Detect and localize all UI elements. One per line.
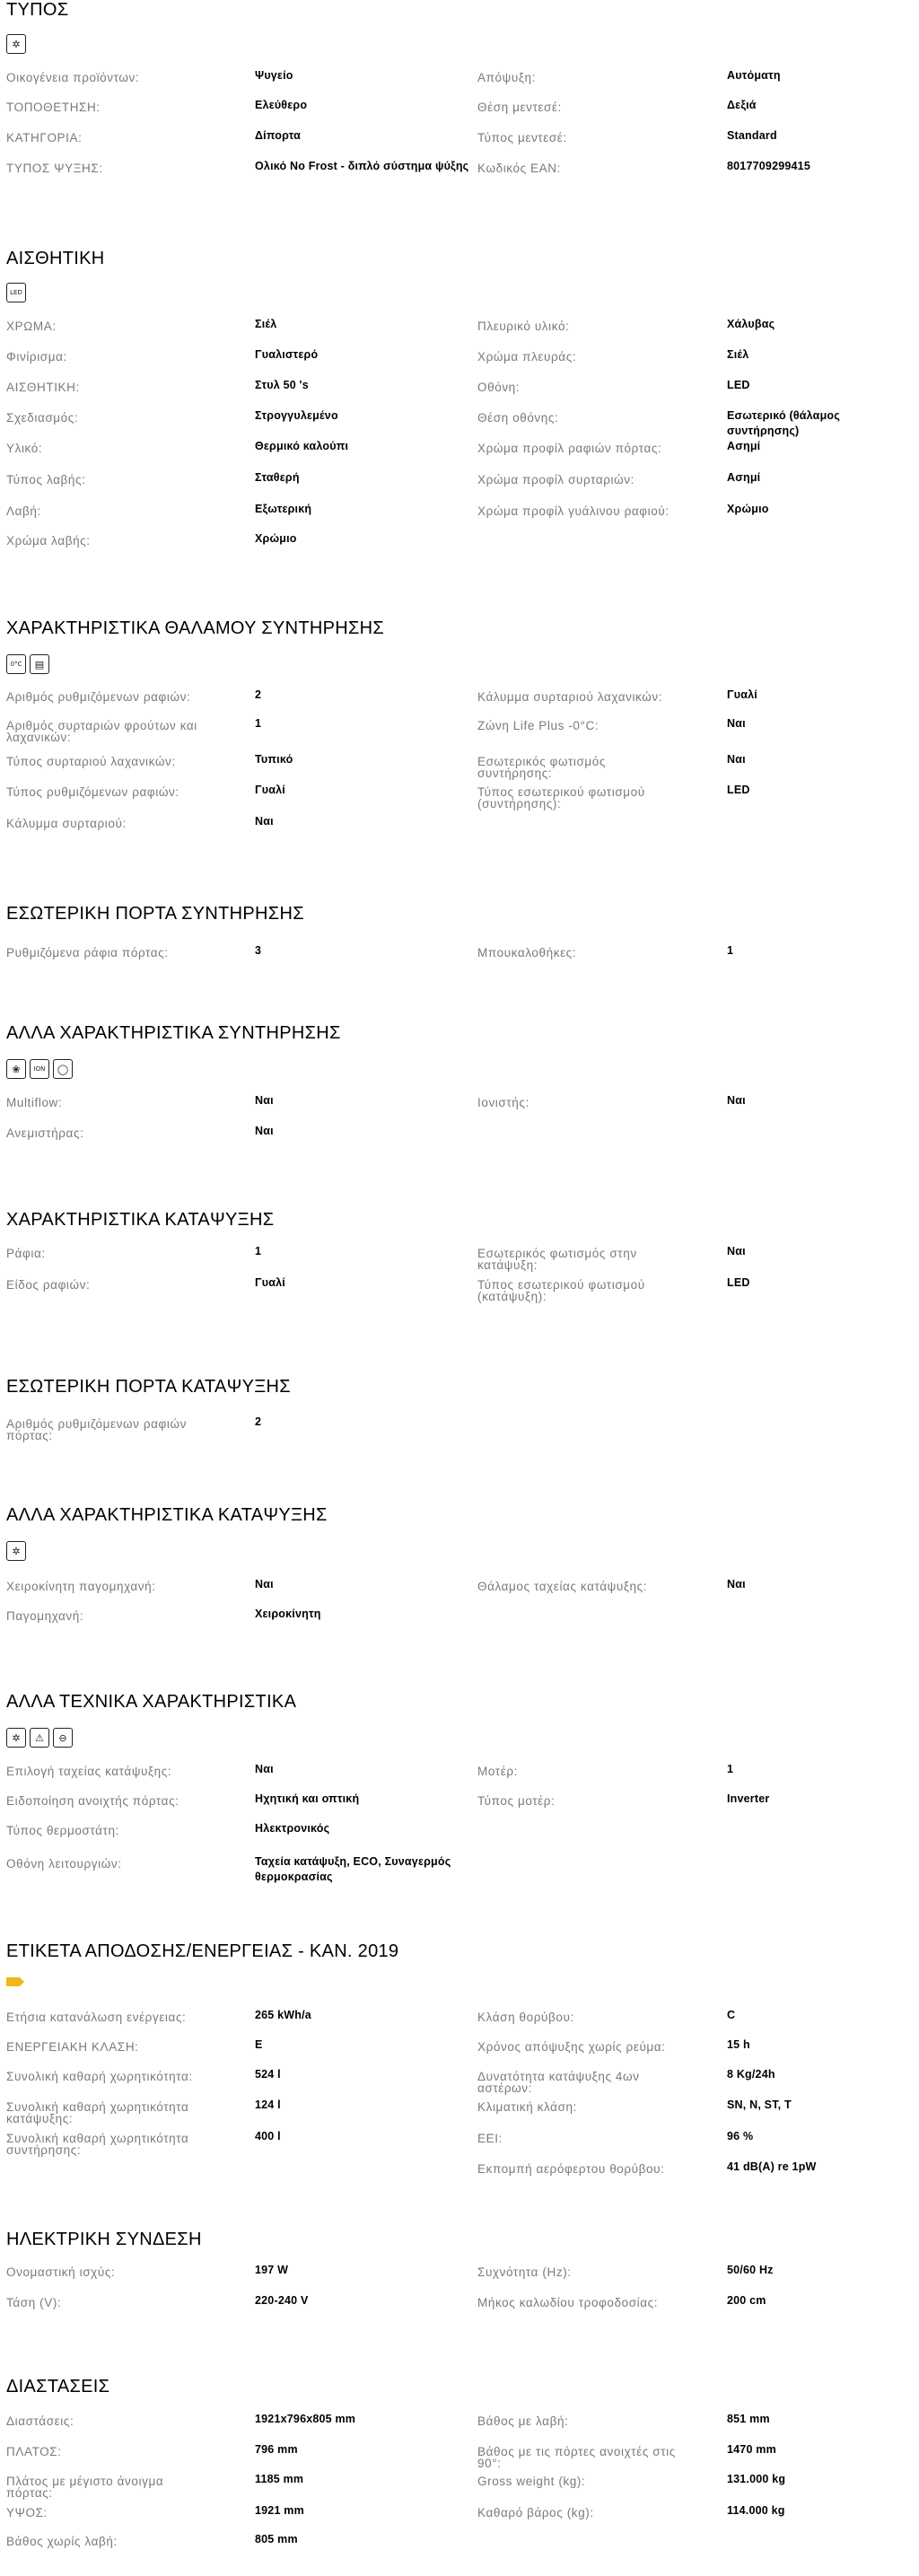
spec-value: Ψυγείο	[255, 69, 293, 82]
spec-label: Υλικό:	[6, 442, 43, 455]
spec-label: Πλευρικό υλικό:	[477, 320, 570, 333]
spec-value: 265 kWh/a	[255, 2009, 311, 2021]
feature-icons	[6, 654, 49, 674]
spec-label: Χρώμα πλευράς:	[477, 350, 577, 364]
spec-label: Απόψυξη:	[477, 71, 536, 84]
spec-label: Καθαρό βάρος (kg):	[477, 2506, 594, 2519]
spec-value: SN, N, ST, T	[727, 2098, 792, 2111]
spec-value: Χρώμιο	[255, 532, 297, 545]
feature-icons	[6, 1977, 24, 1986]
spec-value: Γυαλιστερό	[255, 348, 319, 361]
spec-label: Gross weight (kg):	[477, 2475, 586, 2488]
spec-label: Θέση μεντεσέ:	[477, 101, 562, 114]
spec-value: Ασημί	[727, 471, 761, 484]
spec-label: Τύπος εσωτερικού φωτισμού (συντήρησης):	[477, 785, 645, 810]
section-title: ΧΑΡΑΚΤΗΡΙΣΤΙΚΑ ΘΑΛΑΜΟΥ ΣΥΝΤΗΡΗΣΗΣ	[6, 618, 385, 638]
spec-value: 197 W	[255, 2264, 289, 2276]
door-alarm-icon: ⚠	[30, 1728, 49, 1748]
section-title: ΑΛΛΑ ΧΑΡΑΚΤΗΡΙΣΤΙΚΑ ΚΑΤΑΨΥΞΗΣ	[6, 1505, 328, 1525]
spec-label: Ζώνη Life Plus -0°C:	[477, 719, 600, 732]
spec-value: 1470 mm	[727, 2443, 776, 2456]
spec-value: 2	[255, 1415, 262, 1428]
spec-value: 8 Kg/24h	[727, 2068, 775, 2081]
spec-value: 524 l	[255, 2068, 281, 2081]
spec-value: Τυπικό	[255, 753, 293, 766]
spec-value: Δεξιά	[727, 99, 757, 111]
spec-value: 1	[727, 1763, 734, 1775]
spec-label: Τύπος θερμοστάτη:	[6, 1824, 119, 1837]
section-title: ΔΙΑΣΤΑΣΕΙΣ	[6, 2377, 110, 2396]
spec-value: Ασημί	[727, 440, 761, 452]
spec-label: Αριθμός ρυθμιζόμενων ραφιών:	[6, 690, 191, 704]
spec-value: 1921x796x805 mm	[255, 2413, 356, 2425]
section-title: ΤΥΠΟΣ	[6, 0, 69, 20]
spec-label: Ανεμιστήρας:	[6, 1126, 84, 1140]
spec-label: Επιλογή ταχείας κατάψυξης:	[6, 1765, 172, 1778]
section-title: ΑΛΛΑ ΧΑΡΑΚΤΗΡΙΣΤΙΚΑ ΣΥΝΤΗΡΗΣΗΣ	[6, 1023, 341, 1043]
spec-value: 2	[255, 688, 262, 701]
spec-label: Κάλυμμα συρταριού:	[6, 817, 127, 830]
spec-label: Χρόνος απόψυξης χωρίς ρεύμα:	[477, 2040, 666, 2054]
spec-value: 805 mm	[255, 2533, 298, 2545]
spec-value: 50/60 Hz	[727, 2264, 774, 2276]
spec-value: 200 cm	[727, 2294, 766, 2307]
multiflow-icon: ❀	[6, 1059, 26, 1079]
spec-label: Ονομαστική ισχύς:	[6, 2265, 116, 2279]
spec-value: 131.000 kg	[727, 2473, 786, 2485]
spec-label: Τύπος μοτέρ:	[477, 1794, 556, 1808]
spec-label: Πλάτος με μέγιστο άνοιγμα πόρτας:	[6, 2475, 164, 2500]
spec-label: Ιονιστής:	[477, 1096, 530, 1109]
spec-label: Φινίρισμα:	[6, 350, 67, 364]
energy-label-icon	[6, 1977, 24, 1986]
spec-label: Είδος ραφιών:	[6, 1278, 91, 1292]
spec-value: 41 dB(A) re 1pW	[727, 2160, 817, 2173]
spec-value: Γυαλί	[255, 1276, 285, 1289]
zero-degree-zone-icon: 0°C	[6, 654, 26, 674]
spec-label: Βάθος χωρίς λαβή:	[6, 2535, 118, 2548]
spec-label: ΥΨΟΣ:	[6, 2506, 48, 2519]
spec-value: Στυλ 50 's	[255, 379, 309, 391]
fast-freeze-icon: ✲	[6, 1728, 26, 1748]
spec-label: Σχεδιασμός:	[6, 411, 79, 425]
spec-value: 796 mm	[255, 2443, 298, 2456]
spec-label: Τύπος ρυθμιζόμενων ραφιών:	[6, 785, 179, 799]
spec-label: ΤΥΠΟΣ ΨΥΞΗΣ:	[6, 162, 103, 175]
spec-label: Τύπος συρταριού λαχανικών:	[6, 755, 176, 768]
spec-label: ΠΛΑΤΟΣ:	[6, 2445, 62, 2458]
spec-label: Μήκος καλωδίου τροφοδοσίας:	[477, 2296, 659, 2309]
spec-label: Θάλαμος ταχείας κατάψυξης:	[477, 1580, 648, 1593]
spec-value: Ναι	[727, 717, 746, 730]
spec-value: Ναι	[727, 1245, 746, 1257]
spec-label: Μοτέρ:	[477, 1765, 518, 1778]
spec-value: Standard	[727, 129, 777, 142]
spec-label: EEI:	[477, 2132, 503, 2145]
spec-label: Κλάση θορύβου:	[477, 2011, 574, 2024]
spec-value: 400 l	[255, 2130, 281, 2142]
spec-value: Σιέλ	[727, 348, 749, 361]
spec-label: Ετήσια κατανάλωση ενέργειας:	[6, 2011, 187, 2024]
spec-label: Χειροκίνητη παγομηχανή:	[6, 1580, 156, 1593]
spec-label: Οθόνη λειτουργιών:	[6, 1857, 122, 1871]
spec-value: Ναι	[727, 753, 746, 766]
spec-label: Μπουκαλοθήκες:	[477, 946, 577, 959]
spec-label: Χρώμα προφίλ συρταριών:	[477, 473, 635, 486]
spec-label: Τύπος μεντεσέ:	[477, 131, 567, 145]
section-title: ΗΛΕΚΤΡΙΚΗ ΣΥΝΔΕΣΗ	[6, 2230, 202, 2249]
spec-value: Στρογγυλεμένο	[255, 409, 338, 422]
spec-label: Εκπομπή αερόφερτου θορύβου:	[477, 2162, 665, 2176]
spec-value: Αυτόματη	[727, 69, 781, 82]
spec-value: 1	[727, 944, 734, 957]
spec-value: 3	[255, 944, 262, 957]
spec-value: Ηλεκτρονικός	[255, 1822, 330, 1835]
spec-value: 96 %	[727, 2130, 754, 2142]
spec-label: Βάθος με τις πόρτες ανοιχτές στις 90°:	[477, 2445, 676, 2470]
spec-value: 124 l	[255, 2098, 281, 2111]
spec-value: Ναι	[255, 1578, 274, 1590]
snowflake-star-icon: ✲	[6, 34, 26, 54]
spec-label: Τύπος εσωτερικού φωτισμού (κατάψυξη):	[477, 1278, 645, 1303]
spec-value: Ναι	[727, 1578, 746, 1590]
spec-label: Multiflow:	[6, 1096, 63, 1109]
spec-value: Ναι	[255, 815, 274, 828]
spec-label: Αριθμός ρυθμιζόμενων ραφιών πόρτας:	[6, 1417, 187, 1442]
spec-value: Ελεύθερο	[255, 99, 308, 111]
spec-value: Θερμικό καλούπι	[255, 440, 349, 452]
spec-value: Ταχεία κατάψυξη, ECO, Συναγερμός θερμοκρασίας	[255, 1855, 451, 1883]
section-title: ΧΑΡΑΚΤΗΡΙΣΤΙΚΑ ΚΑΤΑΨΥΞΗΣ	[6, 1210, 275, 1230]
spec-label: Βάθος με λαβή:	[477, 2414, 569, 2428]
spec-value: 15 h	[727, 2038, 750, 2051]
spec-label: Εσωτερικός φωτισμός στην κατάψυξη:	[477, 1247, 637, 1272]
spec-value: Γυαλί	[255, 784, 285, 796]
spec-value: LED	[727, 379, 750, 391]
spec-value: 851 mm	[727, 2413, 770, 2425]
spec-value: 1921 mm	[255, 2504, 304, 2517]
spec-label: Κωδικός EAN:	[477, 162, 561, 175]
spec-label: Συνολική καθαρή χωρητικότητα συντήρησης:	[6, 2132, 189, 2157]
spec-value: E	[255, 2038, 263, 2051]
spec-label: ΕΝΕΡΓΕΙΑΚΗ ΚΛΑΣΗ:	[6, 2040, 139, 2054]
spec-value: 1	[255, 1245, 262, 1257]
spec-label: Χρώμα προφίλ γυάλινου ραφιού:	[477, 504, 670, 518]
spec-label: Παγομηχανή:	[6, 1609, 84, 1623]
inverter-icon: ⊖	[53, 1728, 73, 1748]
spec-value: 220-240 V	[255, 2294, 309, 2307]
spec-value: Χάλυβας	[727, 318, 775, 330]
spec-label: ΑΙΣΘΗΤΙΚΗ:	[6, 381, 80, 394]
spec-value: Δίπορτα	[255, 129, 302, 142]
spec-label: Ειδοποίηση ανοιχτής πόρτας:	[6, 1794, 179, 1808]
spec-label: Συνολική καθαρή χωρητικότητα κατάψυξης:	[6, 2100, 189, 2125]
spec-label: Τύπος λαβής:	[6, 473, 86, 486]
spec-value: 114.000 kg	[727, 2504, 785, 2517]
spec-label: Κλιματική κλάση:	[477, 2100, 577, 2114]
spec-label: Συνολική καθαρή χωρητικότητα:	[6, 2070, 193, 2083]
fan-icon: ◯	[53, 1059, 73, 1079]
spec-value: Εσωτερικό (θάλαμος συντήρησης)	[727, 409, 840, 437]
spec-label: Ρυθμιζόμενα ράφια πόρτας:	[6, 946, 169, 959]
spec-label: ΧΡΩΜΑ:	[6, 320, 57, 333]
spec-label: Ράφια:	[6, 1247, 46, 1260]
feature-icons	[6, 283, 26, 302]
spec-label: Χρώμα προφίλ ραφιών πόρτας:	[477, 442, 662, 455]
feature-icons	[6, 34, 26, 54]
spec-value: Ναι	[255, 1094, 274, 1107]
spec-label: Διαστάσεις:	[6, 2414, 74, 2428]
spec-label: Τάση (V):	[6, 2296, 62, 2309]
spec-value: Ολικό No Frost - διπλό σύστημα ψύξης	[255, 160, 469, 172]
feature-icons	[6, 1059, 73, 1079]
spec-label: Δυνατότητα κατάψυξης 4ων αστέρων:	[477, 2070, 640, 2095]
spec-label: Οικογένεια προϊόντων:	[6, 71, 140, 84]
spec-label: Κάλυμμα συρταριού λαχανικών:	[477, 690, 663, 704]
spec-label: Χρώμα λαβής:	[6, 534, 91, 548]
feature-icons	[6, 1541, 26, 1561]
spec-label: ΚΑΤΗΓΟΡΙΑ:	[6, 131, 83, 145]
spec-label: Οθόνη:	[477, 381, 521, 394]
spec-value: LED	[727, 1276, 750, 1289]
spec-value: Χειροκίνητη	[255, 1608, 321, 1620]
spec-value: Σιέλ	[255, 318, 277, 330]
spec-value: Χρώμιο	[727, 503, 769, 515]
spec-value: Ναι	[255, 1763, 274, 1775]
spec-value: LED	[727, 784, 750, 796]
spec-value: Inverter	[727, 1792, 770, 1805]
spec-label: ΤΟΠΟΘΕΤΗΣΗ:	[6, 101, 101, 114]
section-title: ΕΣΩΤΕΡΙΚΗ ΠΟΡΤΑ ΚΑΤΑΨΥΞΗΣ	[6, 1377, 291, 1397]
spec-label: Εσωτερικός φωτισμός συντήρησης:	[477, 755, 607, 780]
spec-label: Αριθμός συρταριών φρούτων και λαχανικών:	[6, 719, 197, 744]
led-display-icon: LED	[6, 283, 26, 302]
spec-label: Λαβή:	[6, 504, 41, 518]
feature-icons	[6, 1728, 73, 1748]
spec-value: Ναι	[255, 1125, 274, 1137]
spec-value: Εξωτερική	[255, 503, 312, 515]
ice-maker-icon: ✲	[6, 1541, 26, 1561]
spec-value: C	[727, 2009, 736, 2021]
spec-label: Θέση οθόνης:	[477, 411, 559, 425]
spec-value: Γυαλί	[727, 688, 757, 701]
section-title: ΕΣΩΤΕΡΙΚΗ ΠΟΡΤΑ ΣΥΝΤΗΡΗΣΗΣ	[6, 904, 304, 924]
spec-value: Σταθερή	[255, 471, 300, 484]
ionizer-icon: ION	[30, 1059, 49, 1079]
section-title: ΕΤΙΚΕΤΑ ΑΠΟΔΟΣΗΣ/ΕΝΕΡΓΕΙΑΣ - ΚΑΝ. 2019	[6, 1941, 399, 1961]
spec-value: 1	[255, 717, 262, 730]
spec-value: Ηχητική και οπτική	[255, 1792, 360, 1805]
spec-value: Ναι	[727, 1094, 746, 1107]
spec-value: 1185 mm	[255, 2473, 304, 2485]
section-title: ΑΛΛΑ ΤΕΧΝΙΚΑ ΧΑΡΑΚΤΗΡΙΣΤΙΚΑ	[6, 1692, 297, 1712]
section-title: ΑΙΣΘΗΤΙΚΗ	[6, 249, 105, 268]
crisper-drawer-icon: ▤	[30, 654, 49, 674]
spec-value: 8017709299415	[727, 160, 810, 172]
spec-label: Συχνότητα (Hz):	[477, 2265, 572, 2279]
